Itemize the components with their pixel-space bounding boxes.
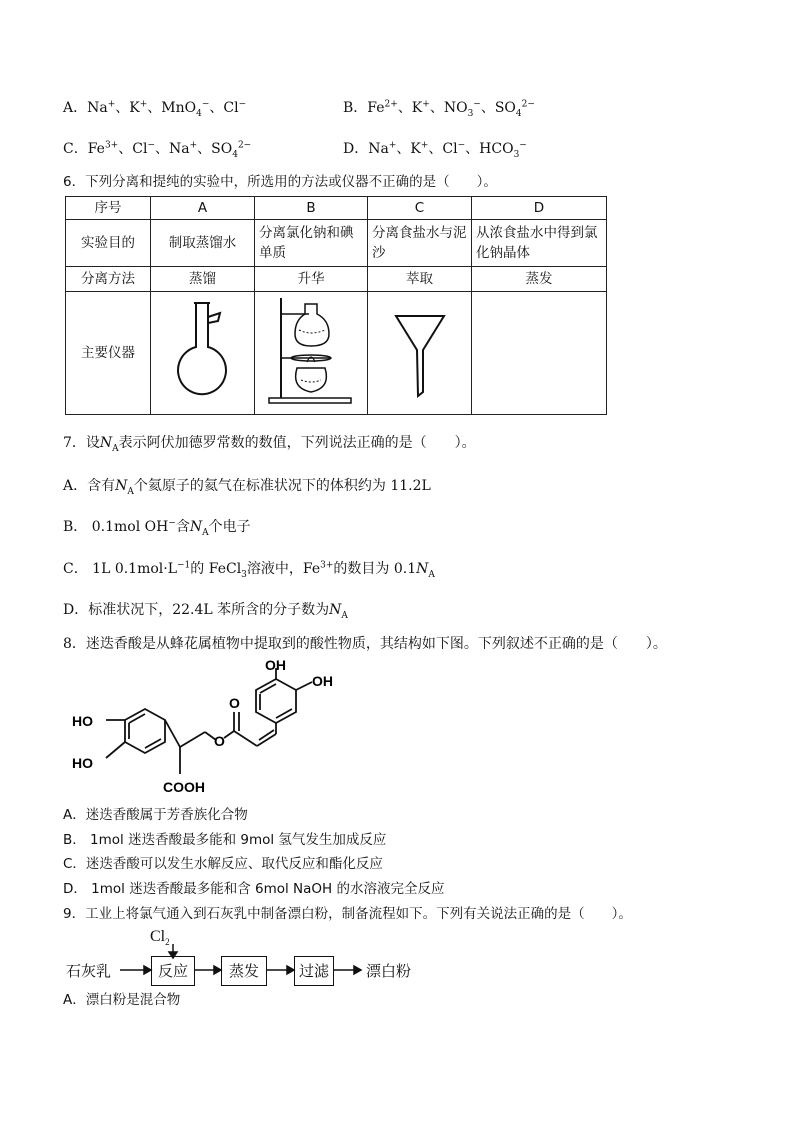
table-cell: 分离氯化钠和碘单质 bbox=[255, 220, 368, 267]
funnel-icon bbox=[390, 300, 450, 400]
flow-start: 石灰乳 bbox=[66, 962, 112, 980]
q6-table bbox=[65, 196, 607, 415]
table-cell: 制取蒸馏水 bbox=[151, 220, 255, 267]
q5-option-a: A．Na+、K+、MnO$_4$−、Cl− bbox=[63, 99, 247, 119]
q8-option-d: D． 1mol 迷迭香酸最多能和含 6mol NaOH 的水溶液完全反应 bbox=[63, 881, 445, 897]
table-row-header bbox=[66, 197, 607, 220]
table-row-method bbox=[66, 267, 607, 292]
table-cell: 从浓食盐水中得到氯化钠晶体 bbox=[472, 220, 607, 267]
q8-option-c: C．迷迭香酸可以发生水解反应、取代反应和酯化反应 bbox=[63, 856, 383, 872]
rosmarinic-acid-structure bbox=[60, 660, 360, 800]
sublimation-apparatus-cell bbox=[255, 292, 368, 415]
distillation-flask-cell bbox=[151, 292, 255, 415]
table-row-apparatus bbox=[66, 292, 607, 415]
q8-option-a: A．迷迭香酸属于芳香族化合物 bbox=[63, 807, 248, 823]
q7-option-d: D．标准状况下，22.4L 苯所含的分子数为$N_A$ bbox=[63, 602, 348, 621]
funnel-cell bbox=[368, 292, 472, 415]
cooh-label: COOH bbox=[163, 779, 205, 795]
ho-label: HO bbox=[72, 713, 93, 729]
table-cell: 分离食盐水与泥沙 bbox=[368, 220, 472, 267]
flow-step-evaporation: 蒸发 bbox=[221, 956, 267, 986]
empty-apparatus-cell bbox=[472, 292, 607, 415]
flow-step-reaction: 反应 bbox=[151, 956, 195, 986]
table-cell: 主要仪器 bbox=[66, 292, 151, 415]
q8-stem: 8．迷迭香酸是从蜂花属植物中提取到的酸性物质，其结构如下图。下列叙述不正确的是（ ）。 bbox=[63, 636, 667, 652]
table-cell: B bbox=[255, 197, 368, 220]
q9-option-a: A．漂白粉是混合物 bbox=[63, 992, 181, 1008]
table-cell: 分离方法 bbox=[66, 267, 151, 292]
q9-stem: 9．工业上将氯气通入到石灰乳中制备漂白粉，制备流程如下。下列有关说法正确的是（ ）。 bbox=[63, 906, 632, 922]
table-cell: 序号 bbox=[66, 197, 151, 220]
ho-label: HO bbox=[72, 755, 93, 771]
table-cell: 蒸馏 bbox=[151, 267, 255, 292]
flow-end: 漂白粉 bbox=[366, 962, 412, 980]
q7-stem: 7．设$N_A$表示阿伏加德罗常数的数值，下列说法正确的是（ ）。 bbox=[63, 435, 476, 454]
q7-option-a: A．含有$N_A$个氦原子的氦气在标准状况下的体积约为 11.2L bbox=[63, 478, 431, 497]
oh-label: OH bbox=[312, 673, 333, 689]
table-cell: C bbox=[368, 197, 472, 220]
distillation-flask-icon bbox=[158, 295, 248, 405]
table-cell: 实验目的 bbox=[66, 220, 151, 267]
table-cell: A bbox=[151, 197, 255, 220]
table-cell: 萃取 bbox=[368, 267, 472, 292]
sublimation-apparatus-icon bbox=[259, 292, 363, 408]
q7-option-c: C． 1L $0.1mol\cdot L^{-1}$的 FeCl$_3$溶液中，$Fe^{3+}$的数目为 $0.1N_A$ bbox=[63, 560, 435, 580]
oh-label: OH bbox=[265, 660, 286, 673]
flow-step-filtration: 过滤 bbox=[294, 956, 334, 986]
table-row-purpose bbox=[66, 220, 607, 267]
carbonyl-oxygen-label: O bbox=[229, 695, 240, 711]
q7-option-b: B． 0.1mol OH−含$N_A$个电子 bbox=[63, 518, 251, 538]
table-cell: 升华 bbox=[255, 267, 368, 292]
q5-option-d: D．Na+、K+、Cl−、$HCO_3^-$ bbox=[343, 140, 527, 160]
q6-stem: 6．下列分离和提纯的实验中，所选用的方法或仪器不正确的是（ ）。 bbox=[63, 174, 497, 190]
ester-oxygen-label: O bbox=[214, 733, 225, 749]
q5-option-c: C．$Fe^{3+}$、Cl−、Na+、$SO_4^{2-}$ bbox=[63, 140, 252, 160]
cl2-label: $Cl_2$ bbox=[150, 928, 170, 948]
table-cell: 蒸发 bbox=[472, 267, 607, 292]
q5-option-b: B．$Fe^{2+}$、K+、$NO_3^-$、$SO_4^{2-}$ bbox=[343, 99, 535, 119]
q8-option-b: B． 1mol 迷迭香酸最多能和 9mol 氢气发生加成反应 bbox=[63, 832, 387, 848]
table-cell: D bbox=[472, 197, 607, 220]
